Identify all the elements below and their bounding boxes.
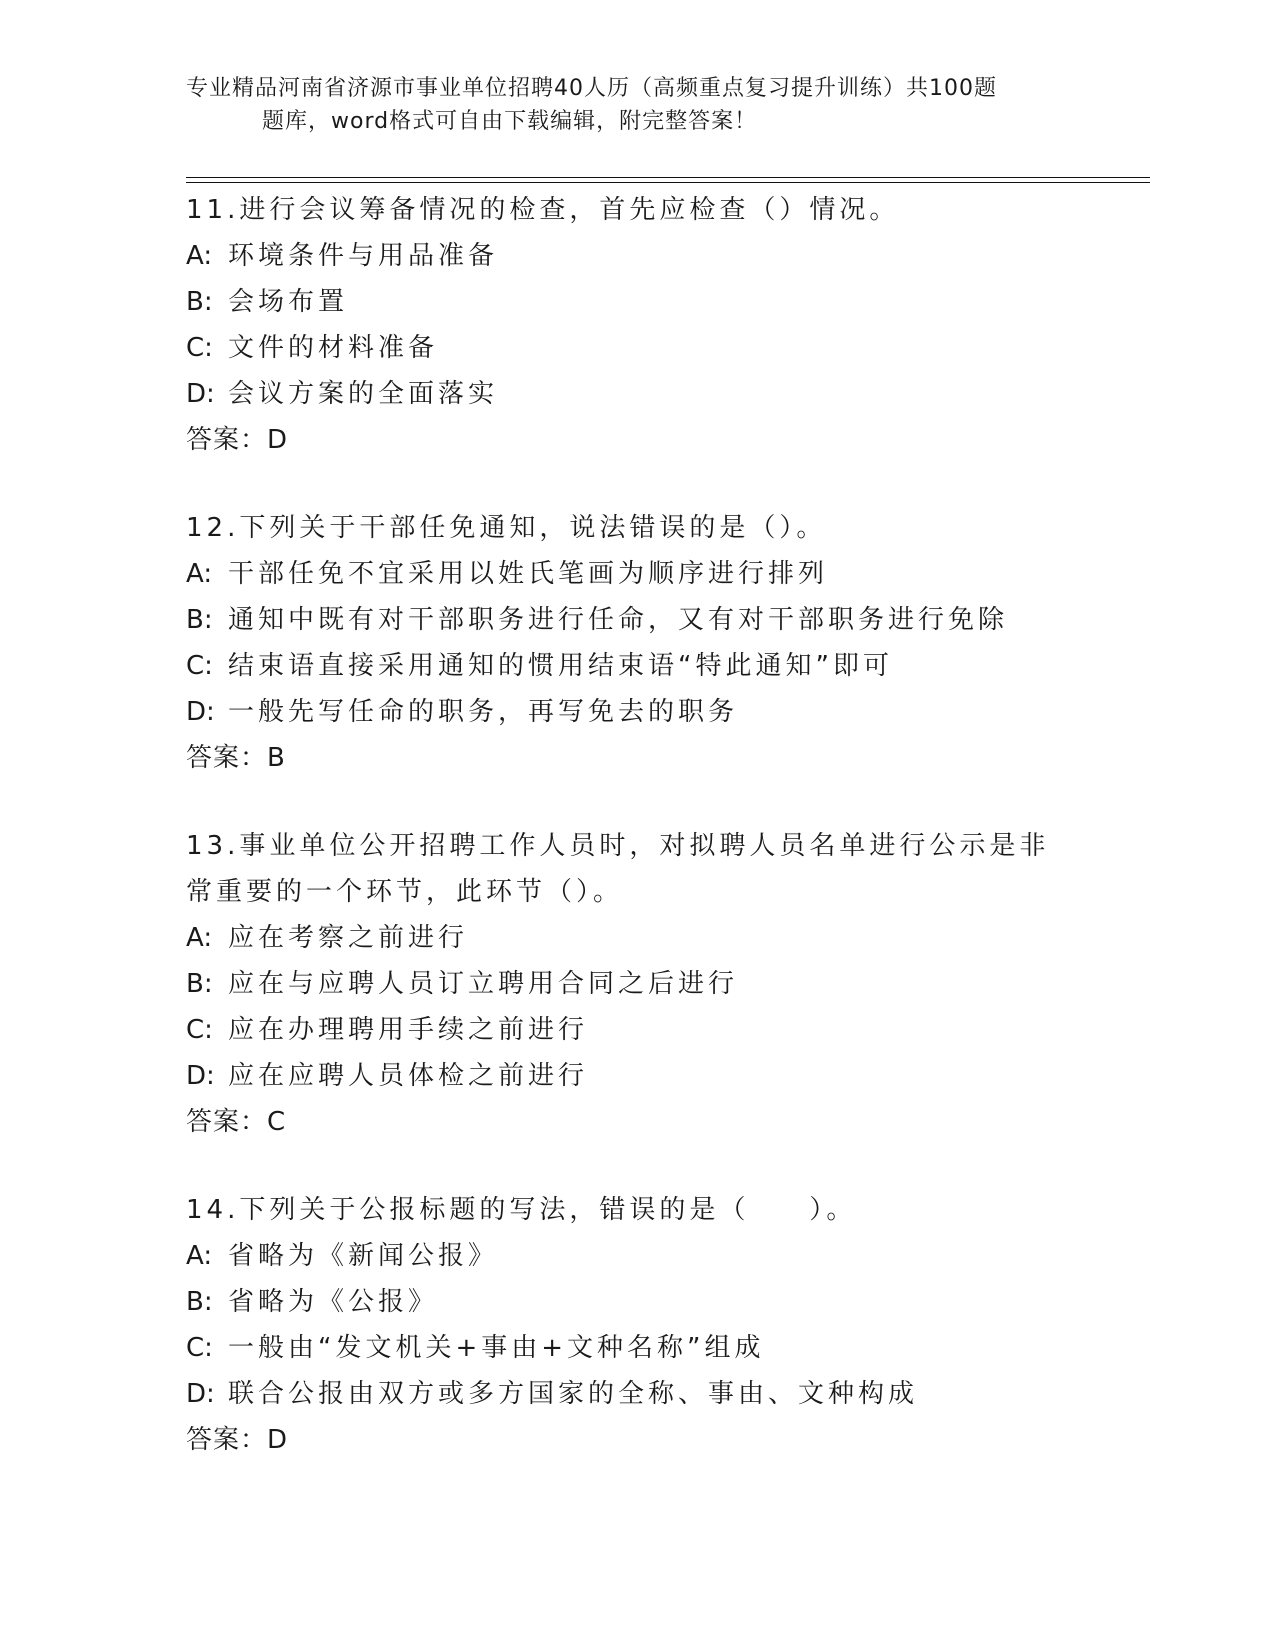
question-stem: 12.下列关于干部任免通知，说法错误的是（）。 — [186, 513, 827, 543]
option-text: 联合公报由双方或多方国家的全称、事由、文种构成 — [228, 1379, 919, 1409]
option-letter: C: — [186, 1333, 213, 1363]
option-text: 应在与应聘人员订立聘用合同之后进行 — [228, 969, 739, 999]
option-a — [186, 551, 1086, 597]
option-letter: C: — [186, 651, 213, 681]
header-title-line-1: 专业精品河南省济源市事业单位招聘40人历（高频重点复习提升训练）共100题 — [186, 76, 997, 101]
option-text: 会议方案的全面落实 — [228, 379, 499, 409]
option-text: 干部任免不宜采用以姓氏笔画为顺序进行排列 — [228, 559, 829, 589]
option-letter: B: — [186, 605, 213, 635]
option-text: 结束语直接采用通知的惯用结束语“特此通知”即可 — [228, 651, 893, 681]
option-letter: A: — [186, 559, 213, 589]
option-d — [186, 1371, 1086, 1417]
option-text: 应在应聘人员体检之前进行 — [228, 1061, 589, 1091]
document-header — [186, 72, 1086, 138]
option-a — [186, 1233, 1086, 1279]
option-b — [186, 1279, 1086, 1325]
answer-line: 答案：B — [186, 743, 286, 773]
option-letter: C: — [186, 333, 213, 363]
option-text: 环境条件与用品准备 — [228, 241, 499, 271]
option-letter: B: — [186, 1287, 213, 1317]
option-c — [186, 325, 1086, 371]
answer-line: 答案：C — [186, 1107, 287, 1137]
option-text: 文件的材料准备 — [228, 333, 439, 363]
option-text: 省略为《公报》 — [228, 1287, 439, 1317]
option-c — [186, 1325, 1086, 1371]
option-d — [186, 1053, 1086, 1099]
question-11 — [186, 187, 1086, 463]
option-d — [186, 689, 1086, 735]
option-text: 通知中既有对干部职务进行任命，又有对干部职务进行免除 — [228, 605, 1009, 635]
answer-line: 答案：D — [186, 1425, 289, 1455]
option-c — [186, 643, 1086, 689]
option-letter: A: — [186, 241, 213, 271]
option-b — [186, 279, 1086, 325]
option-letter: D: — [186, 697, 215, 727]
question-list — [186, 187, 1086, 1505]
header-divider-top — [186, 177, 1150, 178]
option-letter: D: — [186, 379, 215, 409]
question-stem: 14.下列关于公报标题的写法，错误的是（ ）。 — [186, 1195, 857, 1225]
option-a — [186, 233, 1086, 279]
question-12 — [186, 505, 1086, 781]
option-letter: A: — [186, 923, 213, 953]
option-text: 省略为《新闻公报》 — [228, 1241, 499, 1271]
option-text: 一般由“发文机关+事由+文种名称”组成 — [228, 1333, 765, 1363]
option-letter: B: — [186, 287, 213, 317]
option-c — [186, 1007, 1086, 1053]
option-text: 应在考察之前进行 — [228, 923, 469, 953]
option-letter: C: — [186, 1015, 213, 1045]
question-stem: 11.进行会议筹备情况的检查，首先应检查（）情况。 — [186, 195, 900, 225]
question-14 — [186, 1187, 1086, 1463]
header-title-line-2: 题库，word格式可自由下载编辑，附完整答案！ — [262, 109, 758, 134]
question-13 — [186, 823, 1086, 1145]
question-stem: 13.事业单位公开招聘工作人员时，对拟聘人员名单进行公示是非常重要的一个环节，此环节（）。 — [186, 831, 1050, 907]
option-text: 一般先写任命的职务，再写免去的职务 — [228, 697, 739, 727]
option-a — [186, 915, 1086, 961]
option-b — [186, 597, 1086, 643]
option-text: 应在办理聘用手续之前进行 — [228, 1015, 589, 1045]
answer-line: 答案：D — [186, 425, 289, 455]
option-b — [186, 961, 1086, 1007]
option-d — [186, 371, 1086, 417]
option-letter: B: — [186, 969, 213, 999]
option-text: 会场布置 — [228, 287, 349, 317]
option-letter: A: — [186, 1241, 213, 1271]
option-letter: D: — [186, 1379, 215, 1409]
option-letter: D: — [186, 1061, 215, 1091]
header-divider-bottom — [186, 182, 1150, 183]
